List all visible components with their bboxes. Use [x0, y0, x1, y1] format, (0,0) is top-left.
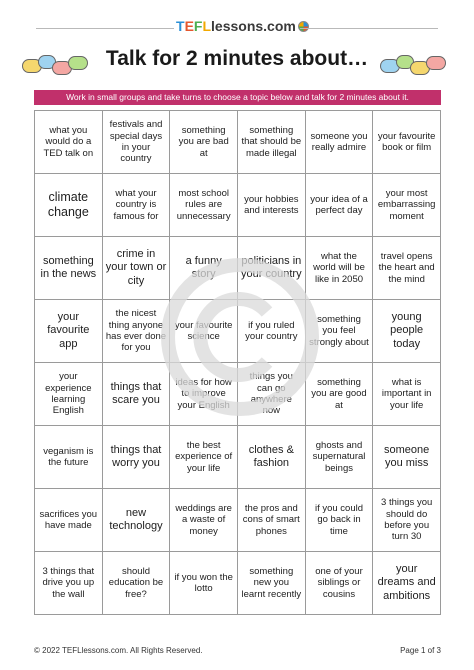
topic-cell[interactable]: if you won the lotto	[170, 552, 238, 615]
topic-cell[interactable]: the nicest thing anyone has ever done for you	[103, 300, 171, 363]
topic-cell[interactable]: sacrifices you have made	[35, 489, 103, 552]
topic-cell[interactable]: the best experience of your life	[170, 426, 238, 489]
topic-cell[interactable]: things that worry you	[103, 426, 171, 489]
divider-right	[300, 28, 438, 29]
topic-cell[interactable]: your favourite book or film	[373, 111, 441, 174]
topic-cell[interactable]: your favourite science	[170, 300, 238, 363]
topic-cell[interactable]: clothes & fashion	[238, 426, 306, 489]
topic-cell[interactable]: veganism is the future	[35, 426, 103, 489]
globe-icon	[298, 21, 309, 32]
topic-cell[interactable]: your experience learning English	[35, 363, 103, 426]
topic-cell[interactable]: one of your siblings or cousins	[306, 552, 374, 615]
topic-cell[interactable]: ghosts and supernatural beings	[306, 426, 374, 489]
footer	[34, 646, 441, 660]
topic-cell[interactable]: the pros and cons of smart phones	[238, 489, 306, 552]
topic-cell[interactable]: things that scare you	[103, 363, 171, 426]
topic-cell[interactable]: something that should be made illegal	[238, 111, 306, 174]
topic-cell[interactable]: someone you miss	[373, 426, 441, 489]
page-number: Page 1 of 3	[400, 646, 441, 655]
topic-cell[interactable]: a funny story	[170, 237, 238, 300]
topic-cell[interactable]: ideas for how to improve your English	[170, 363, 238, 426]
topic-cell[interactable]: weddings are a waste of money	[170, 489, 238, 552]
topic-cell[interactable]: your most embarrassing moment	[373, 174, 441, 237]
topic-cell[interactable]: someone you really admire	[306, 111, 374, 174]
topic-cell[interactable]: what your country is famous for	[103, 174, 171, 237]
topic-cell[interactable]: your idea of a perfect day	[306, 174, 374, 237]
instructions-banner: Work in small groups and take turns to choose a topic below and talk for 2 minutes about it.	[34, 90, 441, 105]
topic-cell[interactable]: things you can go anywhere now	[238, 363, 306, 426]
topic-cell[interactable]: festivals and special days in your country	[103, 111, 171, 174]
topic-cell[interactable]: if you could go back in time	[306, 489, 374, 552]
page-title: Talk for 2 minutes about…	[105, 47, 369, 70]
topic-cell[interactable]: what the world will be like in 2050	[306, 237, 374, 300]
topic-cell[interactable]: something in the news	[35, 237, 103, 300]
topic-cell[interactable]: your dreams and ambitions	[373, 552, 441, 615]
topic-cell[interactable]: something you are bad at	[170, 111, 238, 174]
topic-cell[interactable]: your favourite app	[35, 300, 103, 363]
brand-row	[0, 18, 474, 38]
topic-cell[interactable]: politicians in your country	[238, 237, 306, 300]
topic-cell[interactable]: young people today	[373, 300, 441, 363]
topic-grid	[34, 110, 441, 615]
topic-cell[interactable]: climate change	[35, 174, 103, 237]
topic-cell[interactable]: 3 things that drive you up the wall	[35, 552, 103, 615]
brand-suffix: lessons.com	[211, 18, 296, 34]
copyright-text: © 2022 TEFLlessons.com. All Rights Reserved.	[34, 646, 203, 655]
topic-cell[interactable]: 3 things you should do before you turn 30	[373, 489, 441, 552]
divider-left	[36, 28, 174, 29]
topic-cell[interactable]: should education be free?	[103, 552, 171, 615]
topic-cell[interactable]: what is important in your life	[373, 363, 441, 426]
topic-cell[interactable]: crime in your town or city	[103, 237, 171, 300]
topic-cell[interactable]: travel opens the heart and the mind	[373, 237, 441, 300]
topic-cell[interactable]: new technology	[103, 489, 171, 552]
topic-cell[interactable]: something you are good at	[306, 363, 374, 426]
topic-cell[interactable]: most school rules are unnecessary	[170, 174, 238, 237]
topic-cell[interactable]: something new you learnt recently	[238, 552, 306, 615]
topic-cell[interactable]: if you ruled your country	[238, 300, 306, 363]
topic-cell[interactable]: something you feel strongly about	[306, 300, 374, 363]
brand-logo: TEFLlessons.com	[176, 18, 298, 38]
topic-cell[interactable]: what you would do a TED talk on	[35, 111, 103, 174]
topic-cell[interactable]: your hobbies and interests	[238, 174, 306, 237]
